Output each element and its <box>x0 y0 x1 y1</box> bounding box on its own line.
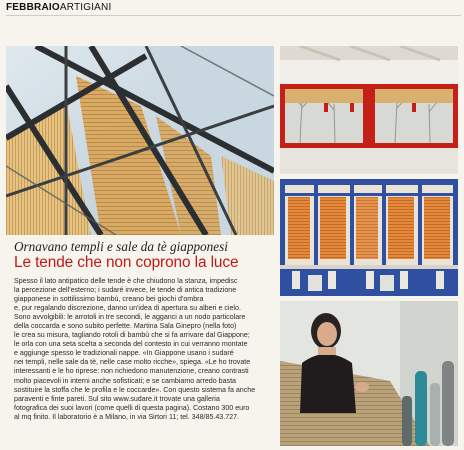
article-body-line: sostituire la stoffa che le profila e le coccarde». Con questo sistema fa anche <box>14 385 256 394</box>
article-body-line: della coccarda e sono subito perfette. Martina Sala Ginepro (nella foto) <box>14 322 237 331</box>
article-body <box>14 277 276 422</box>
article-headline: Le tende che non coprono la luce <box>14 254 239 271</box>
red-window-photo <box>280 46 458 174</box>
article-body-line: le orla con una seta scelta a seconda del contesto in cui verranno montate <box>14 340 248 349</box>
article-body-line: interessanti e le ho riprese: non richiedono manutenzione, creano contrasti <box>14 367 249 376</box>
article-body-line: Spesso il lato antipatico delle tende è che chiudono la stanza, impedisc <box>14 277 238 285</box>
article-body-line: e, pur regalando discrezione, danno un'idea di apertura su alberi e cielo. <box>14 304 241 313</box>
article-body-line: Sono avvolgibili: le arrotoli in tre secondi, le agganci a un nodo particolare <box>14 313 246 322</box>
article-body-line: e aggiunge spesso le tradizionali nappe. «In Giappone usano i sudaré <box>14 349 234 358</box>
orange-blinds-photo <box>280 179 458 296</box>
header-divider <box>6 15 461 16</box>
article-body-line: al mq finito. Il laboratorio è a Milano, in via Sirtori 11; tel. 348/85.43.727. <box>14 412 240 421</box>
artisan-portrait-photo <box>280 301 458 446</box>
article-body-line: molto piacevoli in interni anche sofisticati; e se cambiamo arredo basta <box>14 376 236 385</box>
skylight-blinds-photo <box>6 46 274 235</box>
section-header <box>6 2 111 16</box>
article-body-line: fotografica dei suoi lavori (come quelli di questa pagina). Costano 300 euro <box>14 403 250 412</box>
article-body-line: giapponese in sottilissimo bambù, creano bei giochi d'ombra <box>14 295 204 304</box>
article-body-line: nei templi, nelle sale da tè, nelle case molto ricche», spiega. «Le ho trovate <box>14 358 251 367</box>
article-body-line: la percezione dell'esterno; i sudaré invece, le tende di antica tradizione <box>14 286 237 295</box>
article-body-line: paraventi e finte pareti. Sul sito www.sudare.it trovate una galleria <box>14 394 220 403</box>
section-name-bold: FEBBRAIO <box>6 2 60 13</box>
section-name-light: ARTIGIANI <box>59 2 112 13</box>
article-kicker: Ornavano templi e sale da tè giapponesi <box>14 239 228 254</box>
article-body-line: le crea su misura, tagliando rotoli di bambù che si fa arrivare dal Giappone; <box>14 331 250 340</box>
